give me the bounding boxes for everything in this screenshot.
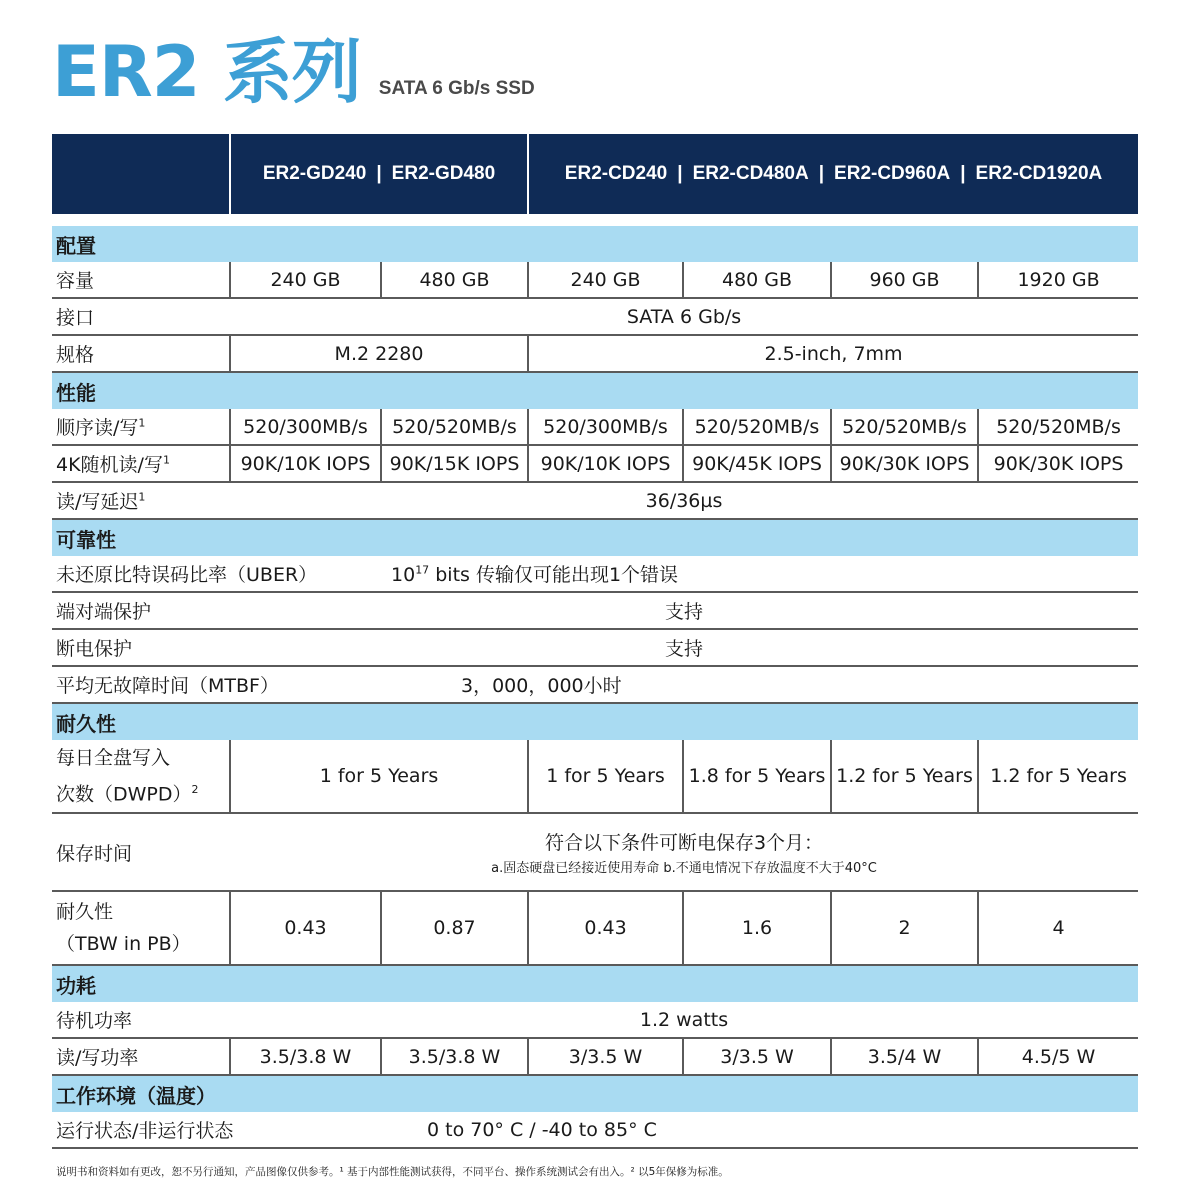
cell-value: 520/520MB/s [831,409,978,445]
cell-value: 1.2 for 5 Years [831,740,978,813]
cell-value: 520/520MB/s [381,409,528,445]
cell-value: 1920 GB [978,262,1138,298]
cell-value: 520/520MB/s [683,409,831,445]
section-config: 配置 [52,226,1138,262]
page-title [52,31,535,113]
cell-value: 2.5-inch, 7mm [528,335,1138,372]
cell-value: 240 GB [528,262,683,298]
row-label: 耐久性 （TBW in PB） [52,891,230,965]
spec-table [52,134,1138,1149]
row-idle-power [52,1002,1138,1038]
row-label: 顺序读/写$^1$ [52,409,230,445]
footnote: 说明书和资料如有更改，恕不另行通知，产品图像仅供参考。¹ 基于内部性能测试获得，不同平台、操作系统测试会有出入。² 以5年保修为标准。 [56,1166,729,1178]
section-power: 功耗 [52,965,1138,1002]
divider: | [677,163,683,184]
cell-value: 3/3.5 W [683,1038,831,1075]
row-latency [52,482,1138,519]
cell-value: 3，000，000小时 [381,666,1138,703]
cell-value: 90K/30K IOPS [831,445,978,482]
cell-value: SATA 6 Gb/s [230,298,1138,335]
row-mtbf [52,666,1138,703]
row-interface [52,298,1138,335]
row-form-factor [52,335,1138,372]
cell-value: 2 [831,891,978,965]
cell-value: 1.2 watts [230,1002,1138,1038]
row-label: 断电保护 [52,629,230,666]
cell-value: 0.43 [230,891,381,965]
row-label: 接口 [52,298,230,335]
cell-value: 480 GB [683,262,831,298]
retention-note: a.固态硬盘已经接近使用寿命 b.不通电情况下存放温度不大于40°C [491,861,877,876]
cell-value: 4 [978,891,1138,965]
cell-value: $10^{17}$ bits 传输仅可能出现1个错误 [381,556,1138,592]
row-label: 运行状态/非运行状态 [52,1112,381,1148]
cell-value: 90K/10K IOPS [230,445,381,482]
cell-value: 符合以下条件可断电保存3个月： a.固态硬盘已经接近使用寿命 b.不通电情况下存放温度不大于40°C [230,813,1138,891]
cell-value: 520/300MB/s [230,409,381,445]
cell-value: 1 for 5 Years [230,740,528,813]
row-retention [52,813,1138,891]
model-name: ER2-CD960A [834,163,951,184]
row-label: 读/写延迟$^1$ [52,482,230,519]
row-label: 未还原比特误码比率（UBER） [52,556,381,592]
row-label: 端对端保护 [52,592,230,629]
row-temperature [52,1112,1138,1148]
cell-value: 1.8 for 5 Years [683,740,831,813]
cell-value: M.2 2280 [230,335,528,372]
series-title: ER2 系列 [52,31,361,113]
row-capacity [52,262,1138,298]
header-group-25inch [528,134,1138,214]
row-label: 每日全盘写入 次数（DWPD）$^2$ [52,740,230,813]
cell-value: 0 to 70° C / -40 to 85° C [381,1112,1138,1148]
row-plp [52,629,1138,666]
cell-value: 240 GB [230,262,381,298]
header-group-m2 [230,134,528,214]
cell-value: 960 GB [831,262,978,298]
cell-value: 36/36µs [230,482,1138,519]
row-label: 4K随机读/写$^1$ [52,445,230,482]
cell-value: 支持 [230,629,1138,666]
model-name: ER2-GD480 [391,163,496,184]
model-name: ER2-CD480A [692,163,809,184]
model-name: ER2-GD240 [262,163,367,184]
row-label: 容量 [52,262,230,298]
cell-value: 480 GB [381,262,528,298]
row-tbw [52,891,1138,965]
row-dwpd [52,740,1138,813]
row-label: 待机功率 [52,1002,230,1038]
section-endurance: 耐久性 [52,703,1138,740]
cell-value: 3.5/3.8 W [230,1038,381,1075]
model-name: ER2-CD1920A [975,163,1103,184]
cell-value: 520/300MB/s [528,409,683,445]
cell-value: 3.5/4 W [831,1038,978,1075]
cell-value: 1 for 5 Years [528,740,683,813]
divider: | [376,163,382,184]
model-name: ER2-CD240 [564,163,668,184]
cell-value: 4.5/5 W [978,1038,1138,1075]
row-label: 规格 [52,335,230,372]
cell-value: 0.43 [528,891,683,965]
section-performance: 性能 [52,372,1138,409]
cell-value: 1.2 for 5 Years [978,740,1138,813]
cell-value: 520/520MB/s [978,409,1138,445]
row-random-4k [52,445,1138,482]
cell-value: 90K/30K IOPS [978,445,1138,482]
cell-value: 3.5/3.8 W [381,1038,528,1075]
row-label: 保存时间 [52,813,230,891]
row-sequential [52,409,1138,445]
cell-value: 90K/15K IOPS [381,445,528,482]
cell-value: 0.87 [381,891,528,965]
header-empty-cell [52,134,230,214]
cell-value: 1.6 [683,891,831,965]
cell-value: 支持 [230,592,1138,629]
divider: | [818,163,825,184]
section-reliability: 可靠性 [52,519,1138,556]
row-rw-power [52,1038,1138,1075]
row-label: 平均无故障时间（MTBF） [52,666,381,703]
row-e2e [52,592,1138,629]
series-subtitle: SATA 6 Gb/s SSD [378,78,535,99]
model-header-row [52,134,1138,214]
row-uber [52,556,1138,592]
section-environment: 工作环境（温度） [52,1075,1138,1112]
cell-value: 90K/10K IOPS [528,445,683,482]
divider: | [960,163,966,184]
row-label: 读/写功率 [52,1038,230,1075]
cell-value: 3/3.5 W [528,1038,683,1075]
cell-value: 90K/45K IOPS [683,445,831,482]
